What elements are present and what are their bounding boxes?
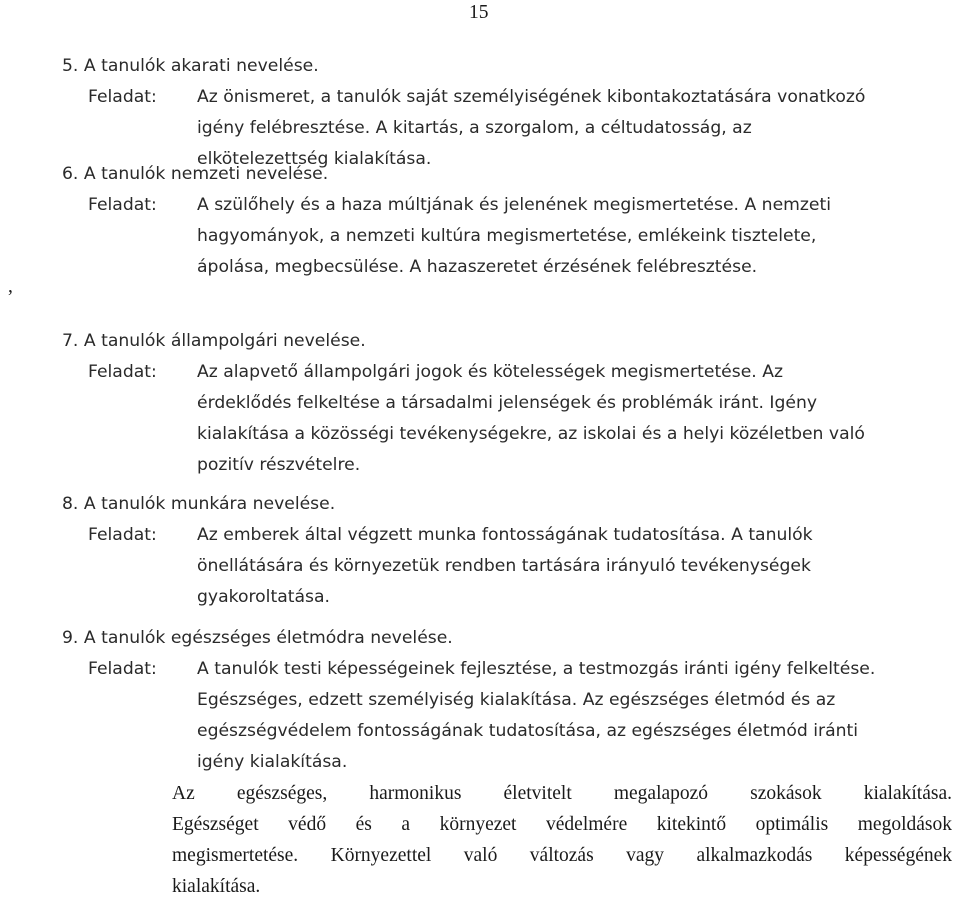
task-block bbox=[62, 654, 952, 778]
task-label: Feladat: bbox=[88, 87, 157, 107]
text-line: elkötelezettség kialakítása. bbox=[197, 149, 432, 169]
text-line: Az emberek által végzett munka fontosságának tudatosítása. A tanulók bbox=[197, 525, 813, 545]
text-line: megismertetése. Környezettel való változás vagy alkalmazkodás képességének bbox=[172, 845, 952, 866]
page-number: 15 bbox=[469, 2, 489, 23]
task-text bbox=[197, 357, 952, 481]
section-6 bbox=[62, 159, 952, 283]
text-line: gyakoroltatása. bbox=[197, 587, 330, 607]
text-line: kialakítása a közösségi tevékenységekre, az iskolai és a helyi közéletben való bbox=[197, 424, 865, 444]
task-label: Feladat: bbox=[88, 525, 157, 545]
text-line: Az egészséges, harmonikus életvitelt megalapozó szokások kialakítása. bbox=[172, 783, 952, 804]
section-heading: 8. A tanulók munkára nevelése. bbox=[62, 494, 336, 514]
section-heading: 9. A tanulók egészséges életmódra nevelése. bbox=[62, 628, 453, 648]
task-text bbox=[197, 520, 952, 613]
task-label: Feladat: bbox=[88, 195, 157, 215]
text-line: A szülőhely és a haza múltjának és jelenének megismertetése. A nemzeti bbox=[197, 195, 831, 215]
text-line: igény felébresztése. A kitartás, a szorgalom, a céltudatosság, az bbox=[197, 118, 752, 138]
text-line: érdeklődés felkeltése a társadalmi jelenségek és problémák iránt. Igény bbox=[197, 393, 818, 413]
text-line: Egészséges, edzett személyiség kialakítása. Az egészséges életmód és az bbox=[197, 690, 836, 710]
task-label: Feladat: bbox=[88, 362, 157, 382]
text-line: ápolása, megbecsülése. A hazaszeretet érzésének felébresztése. bbox=[197, 257, 758, 277]
text-line: Egészséget védő és a környezet védelmére kitekintő optimális megoldások bbox=[172, 814, 952, 835]
text-line: kialakítása. bbox=[172, 876, 261, 897]
task-text bbox=[197, 654, 952, 778]
section-heading: 5. A tanulók akarati nevelése. bbox=[62, 56, 319, 76]
text-line: A tanulók testi képességeinek fejlesztése, a testmozgás iránti igény felkeltése. bbox=[197, 659, 876, 679]
margin-mark: , bbox=[8, 276, 13, 297]
section-8 bbox=[62, 489, 952, 613]
task-block bbox=[62, 520, 952, 613]
text-line: Az alapvető állampolgári jogok és kötelességek megismertetése. Az bbox=[197, 362, 783, 382]
section-heading: 6. A tanulók nemzeti nevelése. bbox=[62, 164, 329, 184]
section-7 bbox=[62, 326, 952, 481]
task-label: Feladat: bbox=[88, 659, 157, 679]
task-text bbox=[197, 190, 952, 283]
section-heading: 7. A tanulók állampolgári nevelése. bbox=[62, 331, 366, 351]
task-text-continuation bbox=[171, 778, 952, 902]
text-line: Az önismeret, a tanulók saját személyiségének kibontakoztatására vonatkozó bbox=[197, 87, 866, 107]
text-line: egészségvédelem fontosságának tudatosítása, az egészséges életmód iránti bbox=[197, 721, 859, 741]
task-block bbox=[62, 357, 952, 481]
section-9 bbox=[62, 623, 952, 902]
task-block bbox=[62, 190, 952, 283]
text-line: pozitív részvételre. bbox=[197, 455, 361, 475]
section-5 bbox=[62, 51, 952, 175]
text-line: igény kialakítása. bbox=[197, 752, 348, 772]
text-line: önellátására és környezetük rendben tartására irányuló tevékenységek bbox=[197, 556, 811, 576]
text-line: hagyományok, a nemzeti kultúra megismertetése, emlékeink tisztelete, bbox=[197, 226, 817, 246]
